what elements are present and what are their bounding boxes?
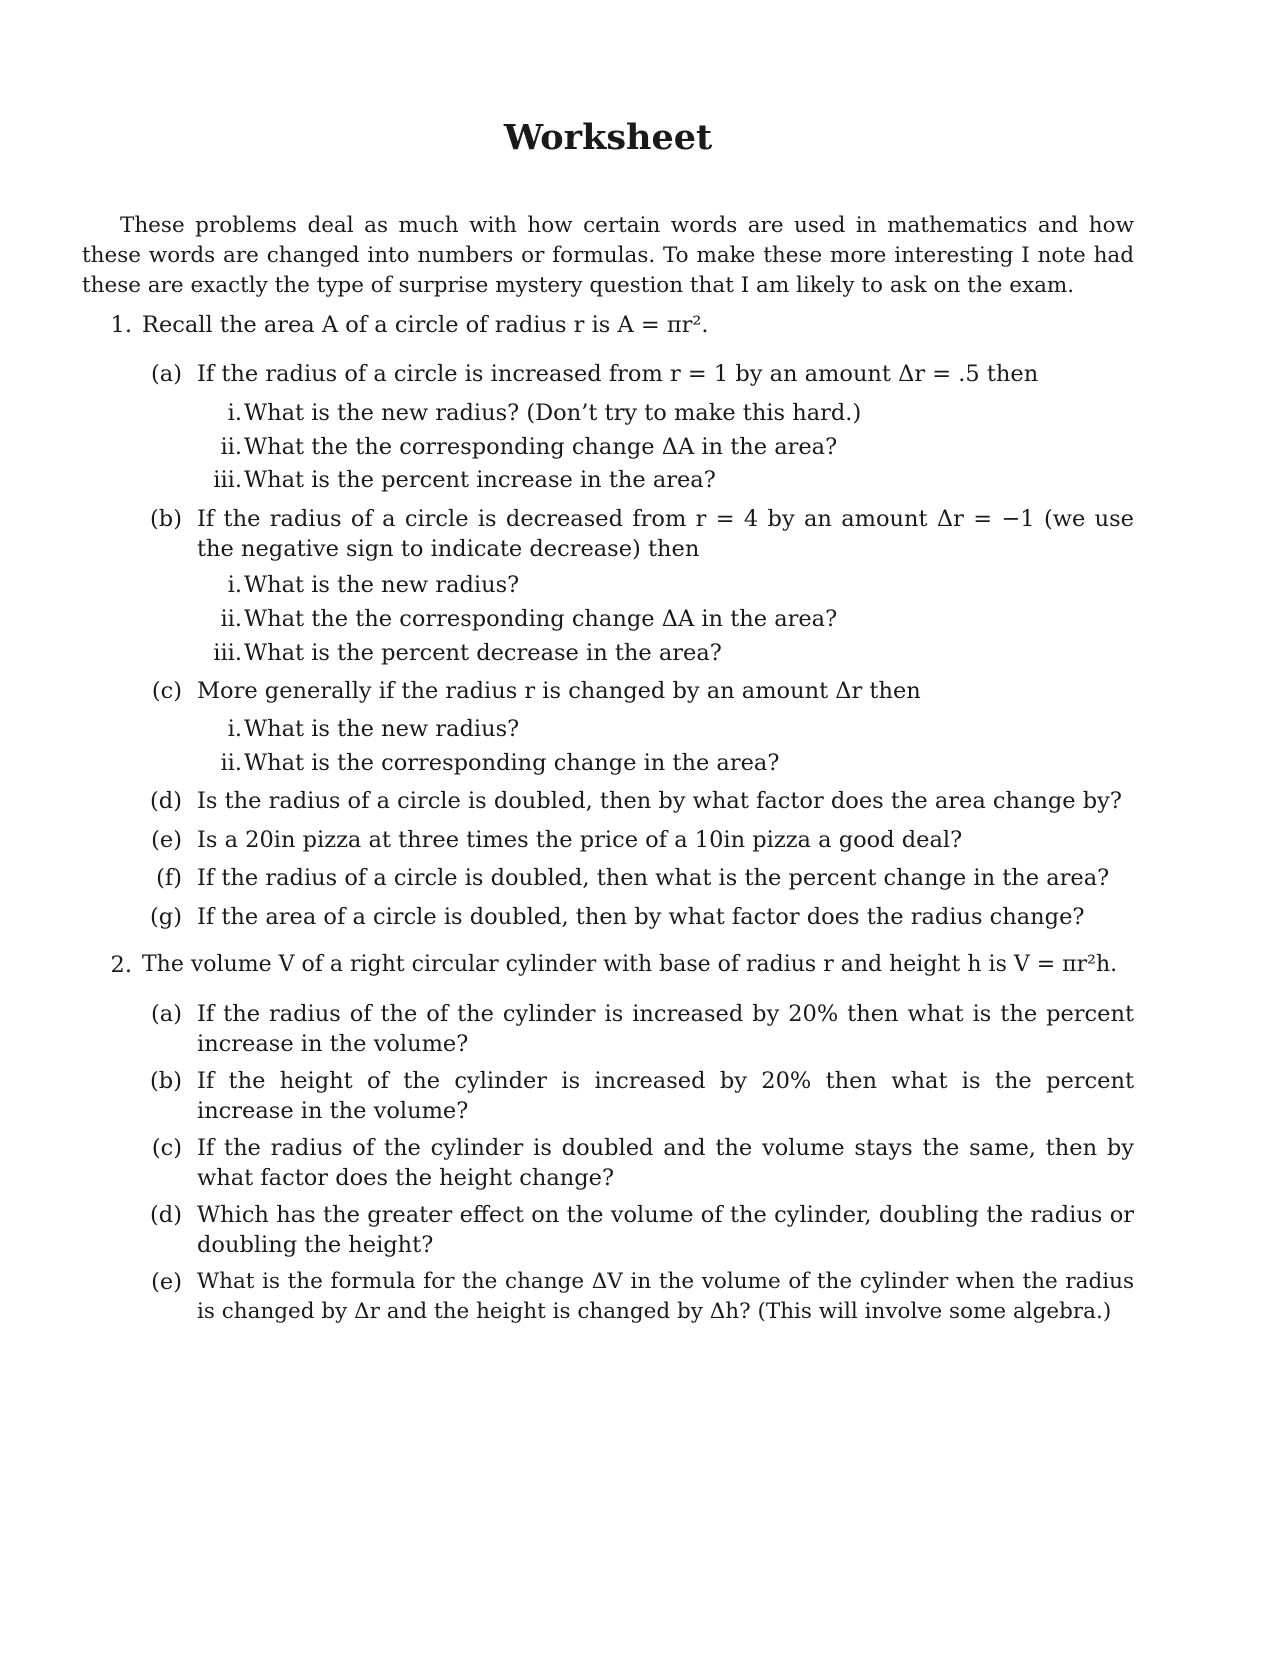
page-title: Worksheet	[503, 117, 713, 158]
part-text: If the height of the cylinder is increased by 20% then what is the percent increase in the volume?	[197, 1068, 1134, 1124]
part-text: If the radius of the of the cylinder is increased by 20% then what is the percent increase in the volume?	[197, 1001, 1134, 1057]
part-label: (c)	[151, 1135, 182, 1161]
part-text: If the radius of a circle is increased from r = 1 by an amount Δr = .5 then	[197, 361, 1039, 387]
subpart-text: What is the new radius?	[244, 716, 520, 742]
part-text: If the area of a circle is doubled, then by what factor does the radius change?	[197, 904, 1085, 930]
part-text: If the radius of the cylinder is doubled and the volume stays the same, then by what factor does the height change?	[197, 1135, 1134, 1191]
subpart-text: What the the corresponding change ΔA in the area?	[244, 434, 838, 460]
part-label: (f)	[156, 865, 182, 891]
subpart-label: i.	[227, 400, 242, 426]
question-text: The volume V of a right circular cylinder with base of radius r and height h is V = πr²h.	[142, 952, 1118, 977]
part-label: (a)	[151, 1001, 182, 1027]
part-text: Which has the greater effect on the volume of the cylinder, doubling the radius or doubling the height?	[197, 1202, 1134, 1258]
part-label: (b)	[150, 506, 182, 532]
part-label: (e)	[151, 1269, 182, 1295]
subpart-text: What is the percent increase in the area?	[244, 467, 716, 493]
subpart-text: What is the percent decrease in the area?	[244, 640, 722, 666]
subpart-label: iii.	[213, 640, 242, 666]
subpart-label: ii.	[220, 750, 242, 776]
part-label: (d)	[150, 788, 182, 814]
part-text: Is a 20in pizza at three times the price of a 10in pizza a good deal?	[197, 827, 963, 853]
subpart-text: What is the new radius? (Don’t try to make this hard.)	[244, 400, 862, 426]
part-label: (d)	[150, 1202, 182, 1228]
part-label: (g)	[150, 904, 182, 930]
subpart-label: i.	[227, 716, 242, 742]
part-text: What is the formula for the change ΔV in the volume of the cylinder when the radius is changed by Δr and the height is changed by Δh? (This will involve some algebra.)	[197, 1269, 1134, 1324]
subpart-label: ii.	[220, 606, 242, 632]
subpart-text: What is the corresponding change in the area?	[244, 750, 780, 776]
part-label: (b)	[150, 1068, 182, 1094]
subpart-text: What is the new radius?	[244, 572, 520, 598]
part-label: (e)	[151, 827, 182, 853]
part-text: If the radius of a circle is decreased from r = 4 by an amount Δr = −1 (we use the negative sign to indicate decrease) then	[197, 506, 1134, 562]
subpart-label: ii.	[220, 434, 242, 460]
subpart-label: i.	[227, 572, 242, 598]
part-label: (a)	[151, 361, 182, 387]
subpart-text: What the the corresponding change ΔA in the area?	[244, 606, 838, 632]
question-number: 1.	[110, 312, 132, 338]
subpart-label: iii.	[213, 467, 242, 493]
question-number: 2.	[110, 952, 132, 978]
part-text: If the radius of a circle is doubled, then what is the percent change in the area?	[197, 865, 1110, 891]
part-label: (c)	[151, 678, 182, 704]
part-text: More generally if the radius r is changed by an amount Δr then	[197, 678, 921, 704]
intro-paragraph: These problems deal as much with how certain words are used in mathematics and how these words are changed into numbers or formulas. To make these more interesting I note had these are exactly the type of surprise mystery question that I am likely to ask on the exam.	[82, 213, 1134, 298]
part-text: Is the radius of a circle is doubled, then by what factor does the area change by?	[197, 788, 1122, 814]
question-text: Recall the area A of a circle of radius r is A = πr².	[142, 312, 709, 338]
